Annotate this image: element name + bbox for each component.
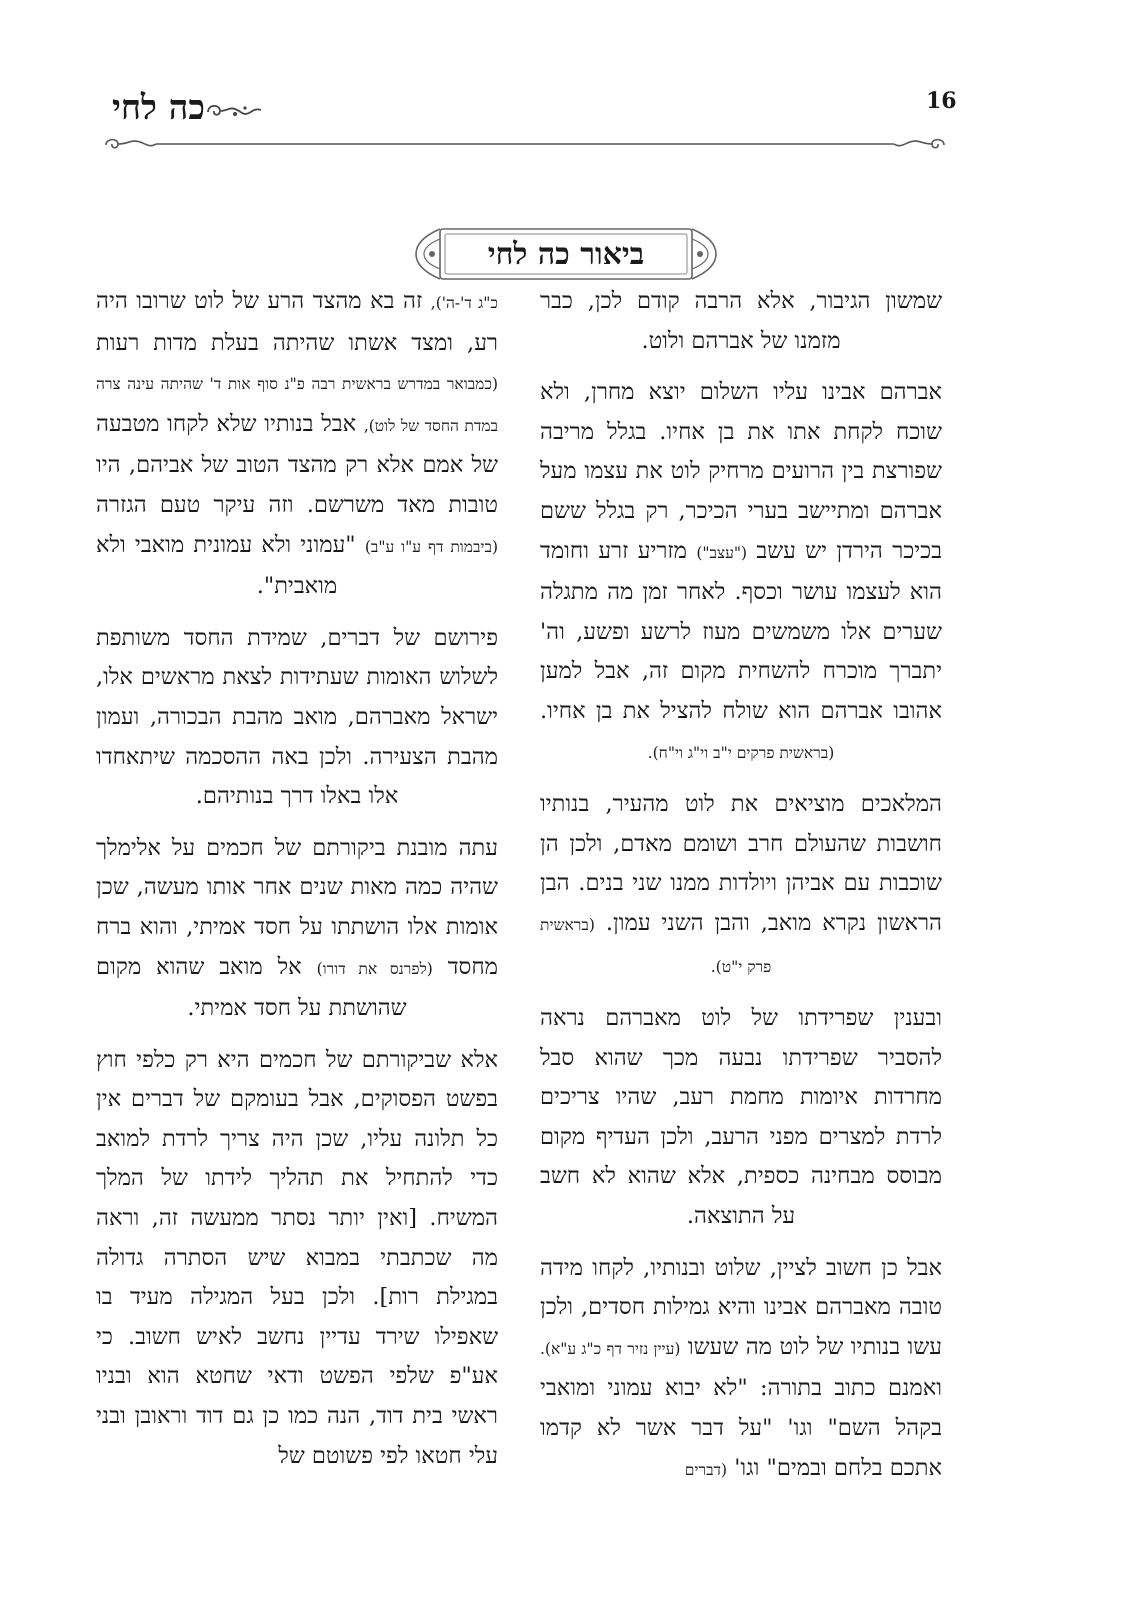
paragraph: המלאכים מוציאים את לוט מהעיר, בנותיו חושבות שהעולם חרב ושומם מאדם, ולכן הן שוכבות עם אביהן ויולדות ממנו שני בנים. הבן הראשון נקרא מואב, והבן השני עמון. (בראשית פרק י"ט).	[540, 791, 942, 976]
source-citation: ("עצב")	[696, 543, 748, 562]
section-title-box	[410, 225, 722, 283]
paragraph: כ"ג ד'-ה'), זה בא מהצד הרע של לוט שרובו היה רע, ומצד אשתו שהיתה בעלת מדות רעות (כמבואר במדרש בראשית רבה פ"נ סוף אות ד' שהיתה עינה צרה במדת החסד של לוט), אבל בנותיו שלא לקחו מטבעה של אמם אלא רק מהצד הטוב של אביהם, היו טובות מאד משרשם. וזה עיקר טעם הגזרה (ביבמות דף ע"ו ע"ב) "עמוני ולא עמונית מואבי ולא מואבית".	[96, 288, 499, 600]
paragraph: אברהם אבינו עליו השלום יוצא מחרן, ולא שוכח לקחת אתו את בן אחיו. בגלל מריבה שפורצת בין הרועים מרחיק לוט את עצמו מעל אברהם ומתיישב בערי הכיכר, רק בגלל ששם בכיכר הירדן יש עשב ("עצב") מזריע זרע וחומד הוא לעצמו עושר וכסף. לאחר זמן מה מתגלה שערים אלו משמשים מעוז לרשע ופשע, וה' יתברך מוכרח להשחית מקום זה, אבל למען אהובו אברהם הוא שולח להציל את בן אחיו. (בראשית פרקים י"ב וי"ג וי"ח).	[540, 379, 942, 762]
paragraph: ובענין שפרידתו של לוט מאברהם נראה להסביר שפרידתו נבעה מכך שהוא סבל מחרדות איומות מחמת רעב, שהיו צריכים לרדת למצרים מפני הרעב, ולכן העדיף מקום מבוסס מבחינה כספית, אלא שהוא לא חשב על התוצאה.	[540, 1005, 942, 1230]
source-citation: (דברים	[684, 1460, 728, 1479]
left-column	[96, 282, 498, 1488]
paragraph: שמשון הגיבור, אלא הרבה קודם לכן, כבר מזמנו של אברהם ולוט.	[540, 288, 942, 354]
paragraph: עתה מובנת ביקורתם של חכמים על אלימלך שהיה כמה מאות שנים אחר אותו מעשה, שכן אומות אלו הושתתו על חסד אמיתי, והוא ברח מחסד (לפרנס את דורו) אל מואב שהוא מקום שהושתת על חסד אמיתי.	[96, 834, 498, 1022]
source-citation: כ"ג ד'-ה'),	[430, 294, 498, 312]
source-citation: (ביבמות דף ע"ו ע"ב)	[364, 537, 499, 556]
source-citation: (בראשית פרקים י"ב וי"ג וי"ח).	[647, 743, 835, 762]
right-column	[540, 282, 942, 1502]
source-citation: (כמבואר במדרש בראשית רבה פ"נ סוף אות ד' שהיתה עינה צרה במדת החסד של לוט),	[96, 375, 499, 435]
running-header-title: כה לחי	[112, 88, 205, 128]
source-citation: (בראשית פרק י"ט).	[540, 915, 772, 976]
header-rule	[100, 130, 950, 160]
paragraph: פירושם של דברים, שמידת החסד משותפת לשלוש האומות שעתידות לצאת מראשים אלו, ישראל מאברהם, מואב מהבת הבכורה, ועמון מהבת הצעירה. ולכן באה ההסכמה שיתאחדו אלו באלו דרך בנותיהם.	[96, 624, 498, 810]
paragraph: אבל כן חשוב לציין, שלוט ובנותיו, לקחו מידה טובה מאברהם אבינו והיא גמילות חסדים, ולכן עשו בנותיו של לוט מה שעשו (עיין נזיר דף כ"ג ע"א). ואמנם כתוב בתורה: "לא יבוא עמוני ומואבי בקהל השם" וגו' "על דבר אשר לא קדמו אתכם בלחם ובמים" וגו' (דברים	[540, 1254, 942, 1481]
source-citation: (עיין נזיר דף כ"ג ע"א).	[540, 1339, 681, 1358]
paragraph: אלא שביקורתם של חכמים היא רק כלפי חוץ בפשט הפסוקים, אבל בעומקם של דברים אין כל תלונה עליו, שכן היה צריך לרדת למואב כדי להתחיל את תהליך לידתו של המלך המשיח. [ואין יותר נסתר ממעשה זה, וראה מה שכתבתי במבוא שיש הסתרה גדולה במגילת רות]. ולכן בעל המגילה מעיד בו שאפילו שירד עדיין נחשב לאיש חשוב. כי אע"פ שלפי הפשט ודאי שחטא הוא ובניו ראשי בית דוד, הנה כמו כן גם דוד וראובן ובני עלי חטאו לפי פשוטם של	[96, 1046, 498, 1469]
source-citation: (לפרנס את דורו)	[316, 959, 433, 978]
header-ornament-icon	[205, 100, 265, 122]
page-number: 16	[926, 88, 957, 114]
section-title: ביאור כה לחי	[487, 236, 645, 272]
